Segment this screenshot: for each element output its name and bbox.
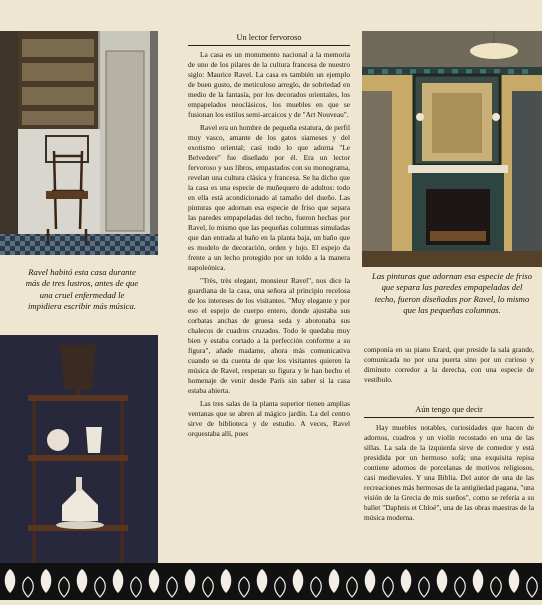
center-paragraph-3: "Très, très elegant, monsieur Ravel", nos dice la guardiana de la casa, una señora al principio recelosa de los intereses de los visitantes. "Muy elegante y por eso el espejo de cuerpo entero, donde ajustaba sus corbatas anchas de gruesa seda y abotonaba sus chalecos de cuadros cruzados. Todo le quedaba muy bien y estaba cortado a la perfección conforme a su figura", añade madame, ahora más comunicativa cuando se da cuenta de que los visitantes quieren la música de Ravel, respetan su figura y le han hecho el homenaje de venir desde París sin saber si la casa estaba abierta. bbox=[188, 276, 350, 395]
tulip-ornament-icon bbox=[5, 569, 34, 597]
photo-fireplace-mirror bbox=[362, 31, 542, 267]
tulip-ornament-icon bbox=[293, 569, 322, 597]
right-column-bottom bbox=[364, 423, 534, 523]
tulip-ornament-icon bbox=[509, 569, 538, 597]
right-paragraph-1: componía en su piano Erard, que preside la sala grande, comunicada no por una puerta sino por un curioso y diminuto corredor a la derecha, con una especie de vestíbulo. bbox=[364, 345, 534, 384]
border-ornament bbox=[0, 563, 542, 600]
caption-left: Ravel habitó esta casa durante más de tres lustros, antes de que una cruel enfermedad le impidiera escribir más música. bbox=[25, 267, 139, 312]
tulip-ornament-icon bbox=[329, 569, 358, 597]
center-column bbox=[188, 50, 350, 439]
tulip-ornament-icon bbox=[473, 569, 502, 597]
tulip-ornament-icon bbox=[149, 569, 178, 597]
right-column-top bbox=[364, 345, 534, 385]
section-heading-aun-tengo: Aún tengo que decir bbox=[364, 405, 534, 418]
photo-study-room bbox=[0, 31, 158, 255]
tulip-ornament-icon bbox=[77, 569, 106, 597]
center-paragraph-2: Ravel era un hombre de pequeña estatura, de perfil muy vasco, amante de los gatos siameses y del exotismo oriental; casi todo lo que adorna "Le Belvedere" fue diseñado por él. Era un lector fervoroso y sus libros, empastados con su monograma, revelan una cultura clásica y francesa. Se ha dicho que la casa es una especie de muñequero de adultos: todo en ella está acondicionado al tamaño del dueño. Las pinturas que adornan esa especie de friso que separa las paredes empapeladas del techo, fueron hechas por Ravel, lo mismo que las pequeñas columnas simuladas que dan entrada al baño en la planta baja, un baño que es modelo de decoración, orden y lujo. El espejo da frente a un lecho protegido por un toldo a la manera napoleónica. bbox=[188, 123, 350, 272]
tulip-ornament-icon bbox=[41, 569, 70, 597]
right-paragraph-2: Hay muebles notables, curiosidades que hacen de adornos, cuadros y un violín recostado en una de las sillas. La sala de la izquierda sirve de comedor y está presidida por un hermoso sofá; una exquisita repisa contiene adornos de porcelanas de motivos religiosos, casi medievales. Y una Biblia. Del autor de una de las recreaciones más hermosas de la antigüedad pagana, "una visión de la Grecia de mis sueños", como se refería a su ballet "Daphnis et Chloé", una de las obras maestras de la música moderna. bbox=[364, 423, 534, 522]
tulip-ornament-icon bbox=[113, 569, 142, 597]
tulip-ornament-icon bbox=[257, 569, 286, 597]
center-paragraph-4: Las tres salas de la planta superior tienen amplias ventanas que se abren al mágico jardín. La del centro sirve de biblioteca y de estudio. A veces, Ravel orquestaba allí, pues bbox=[188, 399, 350, 438]
tulip-ornament-icon bbox=[221, 569, 250, 597]
tulip-ornament-icon bbox=[185, 569, 214, 597]
photo-porcelain-shelf bbox=[0, 335, 158, 563]
tulip-ornament-icon bbox=[437, 569, 466, 597]
tulip-ornament-icon bbox=[401, 569, 430, 597]
center-paragraph-1: La casa es un monumento nacional a la memoria de uno de los pilares de la cultura francesa de nuestro siglo: Maurice Ravel. La casa es también un ejemplo de buen gusto, de meticuloso arreglo, de sobriedad en medio de la fantasía, por los decorados orientales, los empapelados neoclásicos, los muebles en que se fusionan los estilos semi-arcaicos y de "Art Nouveau". bbox=[188, 50, 350, 119]
tulip-ornament-icon bbox=[365, 569, 394, 597]
decorative-border bbox=[0, 563, 542, 600]
section-heading-lector-fervoroso: Un lector fervoroso bbox=[188, 33, 350, 46]
caption-right: Las pinturas que adornan esa especie de friso que separa las paredes empapeladas del techo, fueron diseñadas por Ravel, lo mismo que las pequeñas columnas. bbox=[372, 271, 532, 316]
